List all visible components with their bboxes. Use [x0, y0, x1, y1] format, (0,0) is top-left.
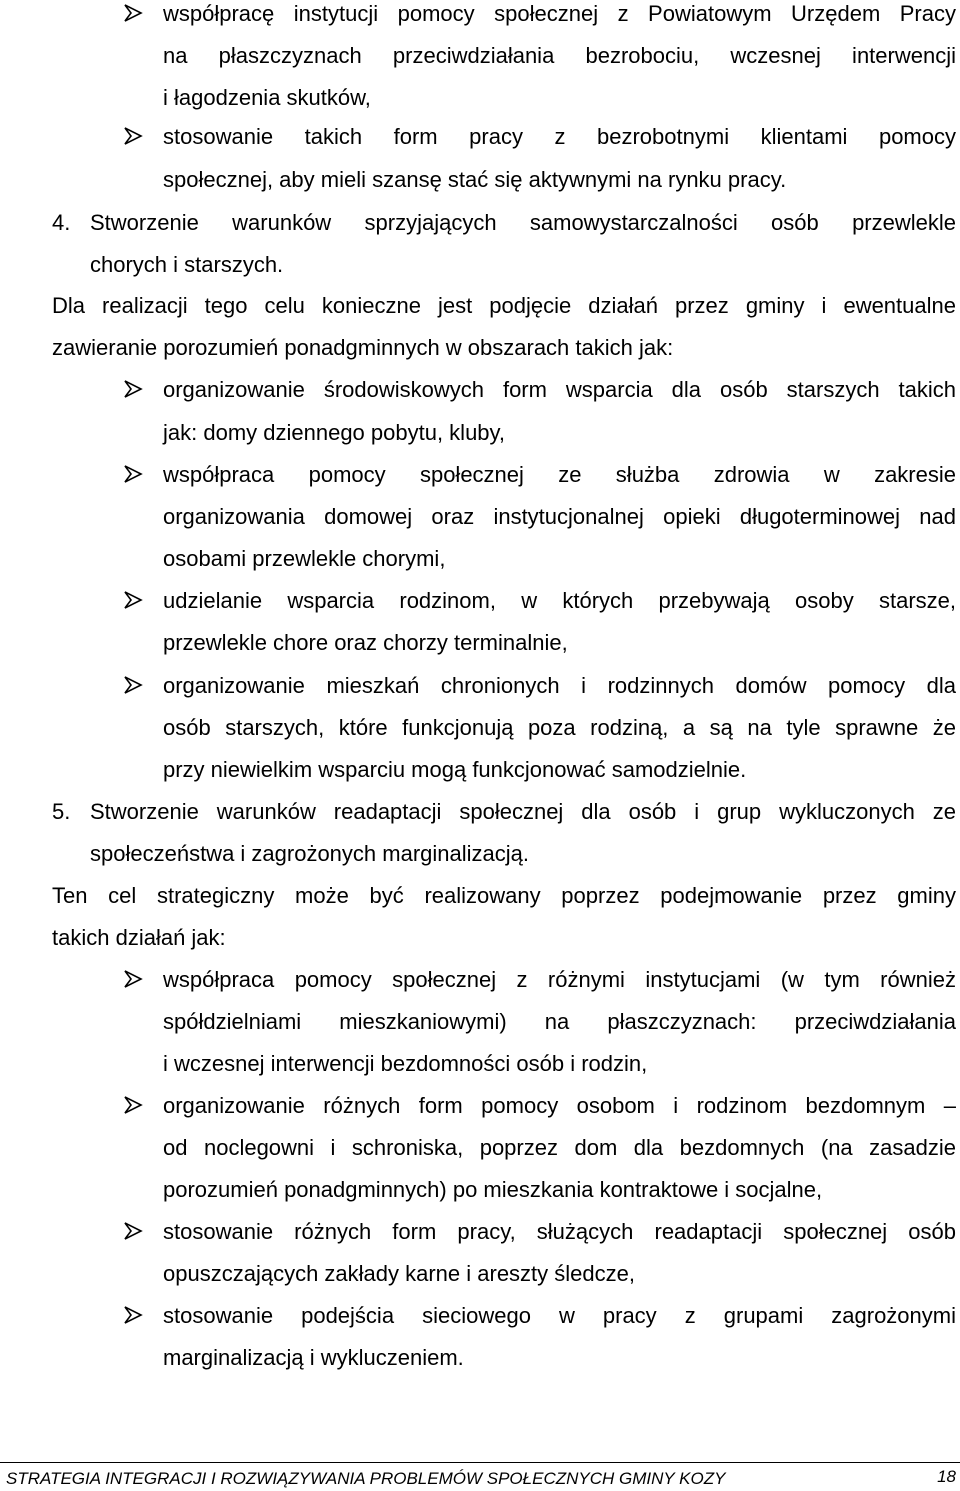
- body-line: opuszczających zakłady karne i areszty śledcze,: [163, 1261, 635, 1286]
- arrowhead-bullet-icon: [123, 675, 143, 695]
- arrowhead-bullet-icon: [123, 969, 143, 989]
- body-line: osobami przewlekle chorymi,: [163, 546, 446, 571]
- body-line: organizowanie różnych form pomocy osobom i rodzinom bezdomnym –: [163, 1093, 956, 1118]
- body-line: zawieranie porozumień ponadgminnych w obszarach takich jak:: [52, 335, 674, 360]
- body-line: i wczesnej interwencji bezdomności osób i rodzin,: [163, 1051, 648, 1076]
- body-line: społecznej, aby mieli szansę stać się aktywnymi na rynku pracy.: [163, 167, 787, 192]
- body-line: jak: domy dziennego pobytu, kluby,: [163, 420, 506, 445]
- body-line: Stworzenie warunków sprzyjających samowystarczalności osób przewlekle: [90, 210, 956, 235]
- body-line: przewlekle chore oraz chorzy terminalnie,: [163, 630, 568, 655]
- body-line: organizowanie środowiskowych form wsparcia dla osób starszych takich: [163, 377, 956, 402]
- body-line: współpracę instytucji pomocy społecznej z Powiatowym Urzędem Pracy: [163, 1, 956, 26]
- arrowhead-bullet-icon: [123, 3, 143, 23]
- list-number: 5.: [52, 799, 71, 824]
- body-line: i łagodzenia skutków,: [163, 85, 371, 110]
- arrowhead-bullet-icon: [123, 126, 143, 146]
- arrowhead-bullet-icon: [123, 590, 143, 610]
- arrowhead-bullet-icon: [123, 379, 143, 399]
- footer-title: STRATEGIA INTEGRACJI I ROZWIĄZYWANIA PROBLEMÓW SPOŁECZNYCH GMINY KOZY: [6, 1469, 726, 1488]
- body-line: porozumień ponadgminnych) po mieszkania kontraktowe i socjalne,: [163, 1177, 823, 1202]
- body-line: osób starszych, które funkcjonują poza rodziną, a są na tyle sprawne że: [163, 715, 956, 740]
- arrowhead-bullet-icon: [123, 1095, 143, 1115]
- arrowhead-bullet-icon: [123, 464, 143, 484]
- body-line: przy niewielkim wsparciu mogą funkcjonować samodzielnie.: [163, 757, 747, 782]
- body-line: Stworzenie warunków readaptacji społecznej dla osób i grup wykluczonych ze: [90, 799, 956, 824]
- body-line: Dla realizacji tego celu konieczne jest podjęcie działań przez gminy i ewentualne: [52, 293, 956, 318]
- body-line: udzielanie wsparcia rodzinom, w których przebywają osoby starsze,: [163, 588, 956, 613]
- arrowhead-bullet-icon: [123, 1305, 143, 1325]
- list-number: 4.: [52, 210, 71, 235]
- body-line: społeczeństwa i zagrożonych marginalizacją.: [90, 841, 529, 866]
- page-number: 18: [937, 1467, 956, 1486]
- body-line: organizowania domowej oraz instytucjonalnej opieki długoterminowej nad: [163, 504, 956, 529]
- body-line: współpraca pomocy społecznej ze służba zdrowia w zakresie: [163, 462, 956, 487]
- body-line: chorych i starszych.: [90, 252, 284, 277]
- body-line: na płaszczyznach przeciwdziałania bezrobociu, wczesnej interwencji: [163, 43, 956, 68]
- body-line: stosowanie różnych form pracy, służących readaptacji społecznej osób: [163, 1219, 956, 1244]
- body-line: stosowanie takich form pracy z bezrobotnymi klientami pomocy: [163, 124, 956, 149]
- body-line: stosowanie podejścia sieciowego w pracy z grupami zagrożonymi: [163, 1303, 956, 1328]
- body-line: takich działań jak:: [52, 925, 226, 950]
- footer-divider: [0, 1462, 960, 1463]
- body-line: spółdzielniami mieszkaniowymi) na płaszczyznach: przeciwdziałania: [163, 1009, 956, 1034]
- body-line: współpraca pomocy społecznej z różnymi instytucjami (w tym również: [163, 967, 956, 992]
- body-line: organizowanie mieszkań chronionych i rodzinnych domów pomocy dla: [163, 673, 956, 698]
- body-line: marginalizacją i wykluczeniem.: [163, 1345, 464, 1370]
- body-line: od noclegowni i schroniska, poprzez dom dla bezdomnych (na zasadzie: [163, 1135, 956, 1160]
- arrowhead-bullet-icon: [123, 1221, 143, 1241]
- body-line: Ten cel strategiczny może być realizowany poprzez podejmowanie przez gminy: [52, 883, 956, 908]
